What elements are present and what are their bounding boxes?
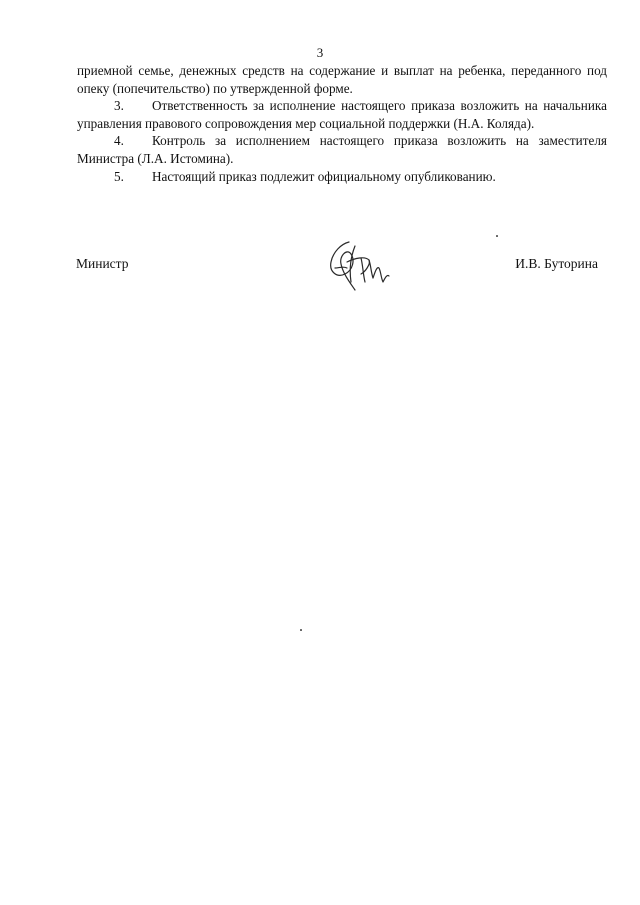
paragraph-text: Настоящий приказ подлежит официальному опубликованию. — [152, 168, 496, 184]
document-body — [77, 62, 607, 185]
paragraph-text: Ответственность за исполнение настоящего приказа возложить на начальника управления правового сопровождения мер социальной поддержки (Н.А. Коляда). — [77, 98, 607, 131]
scan-speck — [496, 235, 498, 237]
continuation-paragraph: приемной семье, денежных средств на содержание и выплат на ребенка, переданного под опеку (попечительство) по утвержденной форме. — [77, 63, 607, 96]
paragraph-item-5 — [77, 168, 607, 186]
page-number: 3 — [316, 45, 324, 60]
signatory-name: И.В. Буторина — [515, 256, 598, 271]
paragraph-number: 5. — [114, 168, 124, 184]
paragraph-item-4 — [77, 132, 607, 167]
paragraph-number: 4. — [114, 133, 124, 149]
handwritten-signature — [325, 238, 391, 294]
scan-speck — [300, 629, 302, 631]
paragraph-number: 3. — [114, 98, 124, 114]
signatory-position: Министр — [76, 256, 129, 271]
paragraph-item-3 — [77, 97, 607, 132]
paragraph-text: Контроль за исполнением настоящего приказа возложить на заместителя Министра (Л.А. Истомина). — [77, 133, 607, 166]
